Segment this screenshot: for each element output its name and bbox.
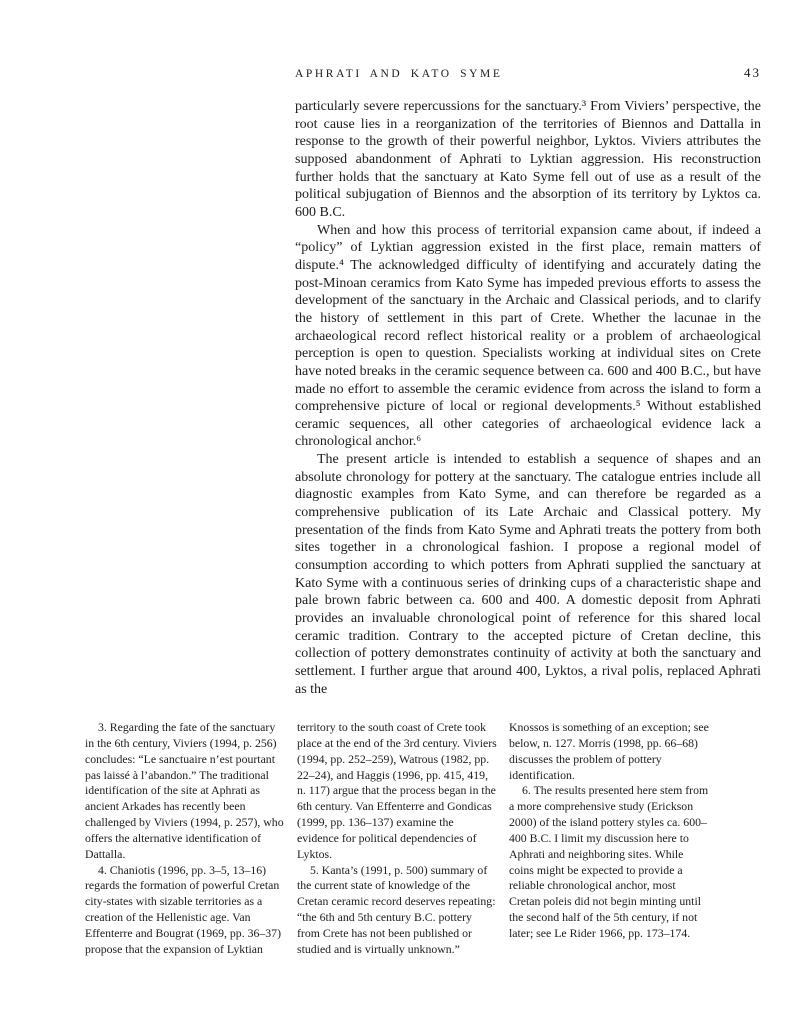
page-number: 43 [744,65,761,80]
footnote-4: 4. Chaniotis (1996, pp. 3–5, 13–16) regards the formation of powerful Cretan city-states with sizable territories as a creation of the Hellenistic age. Van Effenterre and Bougrat (1969, pp. 36–37) propose that the expansion of Lyktian [85,862,282,956]
footnote-column-2 [297,720,497,958]
footnotes [85,720,710,958]
footnote-5-continuation: Knossos is something of an exception; see below, n. 127. Morris (1998, pp. 66–68) discusses the problem of pottery identification. [509,720,709,782]
running-title: APHRATI AND KATO SYME [295,68,503,80]
footnote-5: 5. Kanta’s (1991, p. 500) summary of the current state of knowledge of the Cretan ceramic record deserves repeating: “the 6th and 5th century B.C. pottery from Crete has not been published or studied and is virtually unknown.” [297,862,496,956]
article-body [295,98,761,698]
body-paragraph: When and how this process of territorial expansion came about, if indeed a “policy” of Lyktian aggression existed in the first place, remain matters of dispute.⁴ The acknowledged difficulty of identifying and accurately dating the post-Minoan ceramics from Kato Syme has impeded previous efforts to assess the development of the sanctuary in the Archaic and Classical periods, and to clarify the history of settlement in this part of Crete. Whether the lacunae in the archaeological record reflect historical reality or a problem of archaeological perception is open to question. Specialists working at individual sites on Crete have noted breaks in the ceramic sequence between ca. 600 and 400 B.C., but have made no effort to assemble the ceramic evidence from across the island to form a comprehensive picture of local or regional developments.⁵ Without established ceramic sequences, all other categories of archaeological evidence lack a chronological anchor.⁶ [295,222,761,450]
body-paragraph: The present article is intended to establish a sequence of shapes and an absolute chronology for pottery at the sanctuary. The catalogue entries include all diagnostic examples from Kato Syme, and can therefore be regarded as a comprehensive publication of its Late Archaic and Classical pottery. My presentation of the finds from Kato Syme and Aphrati treats the pottery from both sites together in a chronological fashion. I propose a regional model of consumption according to which potters from Aphrati supplied the sanctuary at Kato Syme with a continuous series of drinking cups of a characteristic shape and pale brown fabric between ca. 600 and 400. A domestic deposit from Aphrati provides an invaluable chronological point of reference for this shared local ceramic tradition. Contrary to the accepted picture of Cretan decline, this collection of pottery demonstrates continuity of activity at both the sanctuary and settlement. I further argue that around 400, Lyktos, a rival polis, replaced Aphrati as the [295,452,761,697]
footnote-3: 3. Regarding the fate of the sanctuary in the 6th century, Viviers (1994, p. 256) concludes: “Le sanctuaire n’est pourtant pas laissé à l’abandon.” The traditional identification of the site at Aphrati as ancient Arkades has recently been challenged by Viviers (1994, p. 257), who offers the alternative identification of Dattalla. [85,720,284,861]
running-head [295,65,761,81]
body-paragraph-continuation: particularly severe repercussions for the sanctuary.³ From Viviers’ perspective, the root cause lies in a reorganization of the territories of Biennos and Dattalla in response to the growth of their powerful neighbor, Lyktos. Viviers attributes the supposed abandonment of Aphrati to Lyktian aggression. His reconstruction further holds that the sanctuary at Kato Syme fell out of use as a result of the political subjugation of Biennos and the absorption of its territory by Lyktos ca. 600 B.C. [295,99,761,220]
footnote-column-3 [509,720,709,958]
footnote-6: 6. The results presented here stem from a more comprehensive study (Erickson 2000) of the island pottery styles ca. 600–400 B.C. I limit my discussion here to Aphrati and neighboring sites. While coins might be expected to provide a reliable chronological anchor, most Cretan poleis did not begin minting until the second half of the 5th century, if not later; see Le Rider 1966, pp. 173–174. [509,783,709,940]
footnote-column-1 [85,720,285,958]
footnote-4-continuation: territory to the south coast of Crete took place at the end of the 3rd century. Viviers (1994, pp. 252–259), Watrous (1982, pp. 22–24), and Haggis (1996, pp. 415, 419, n. 117) argue that the process began in the 6th century. Van Effenterre and Gondicas (1999, pp. 136–137) examine the evidence for political dependencies of Lyktos. [297,720,497,861]
